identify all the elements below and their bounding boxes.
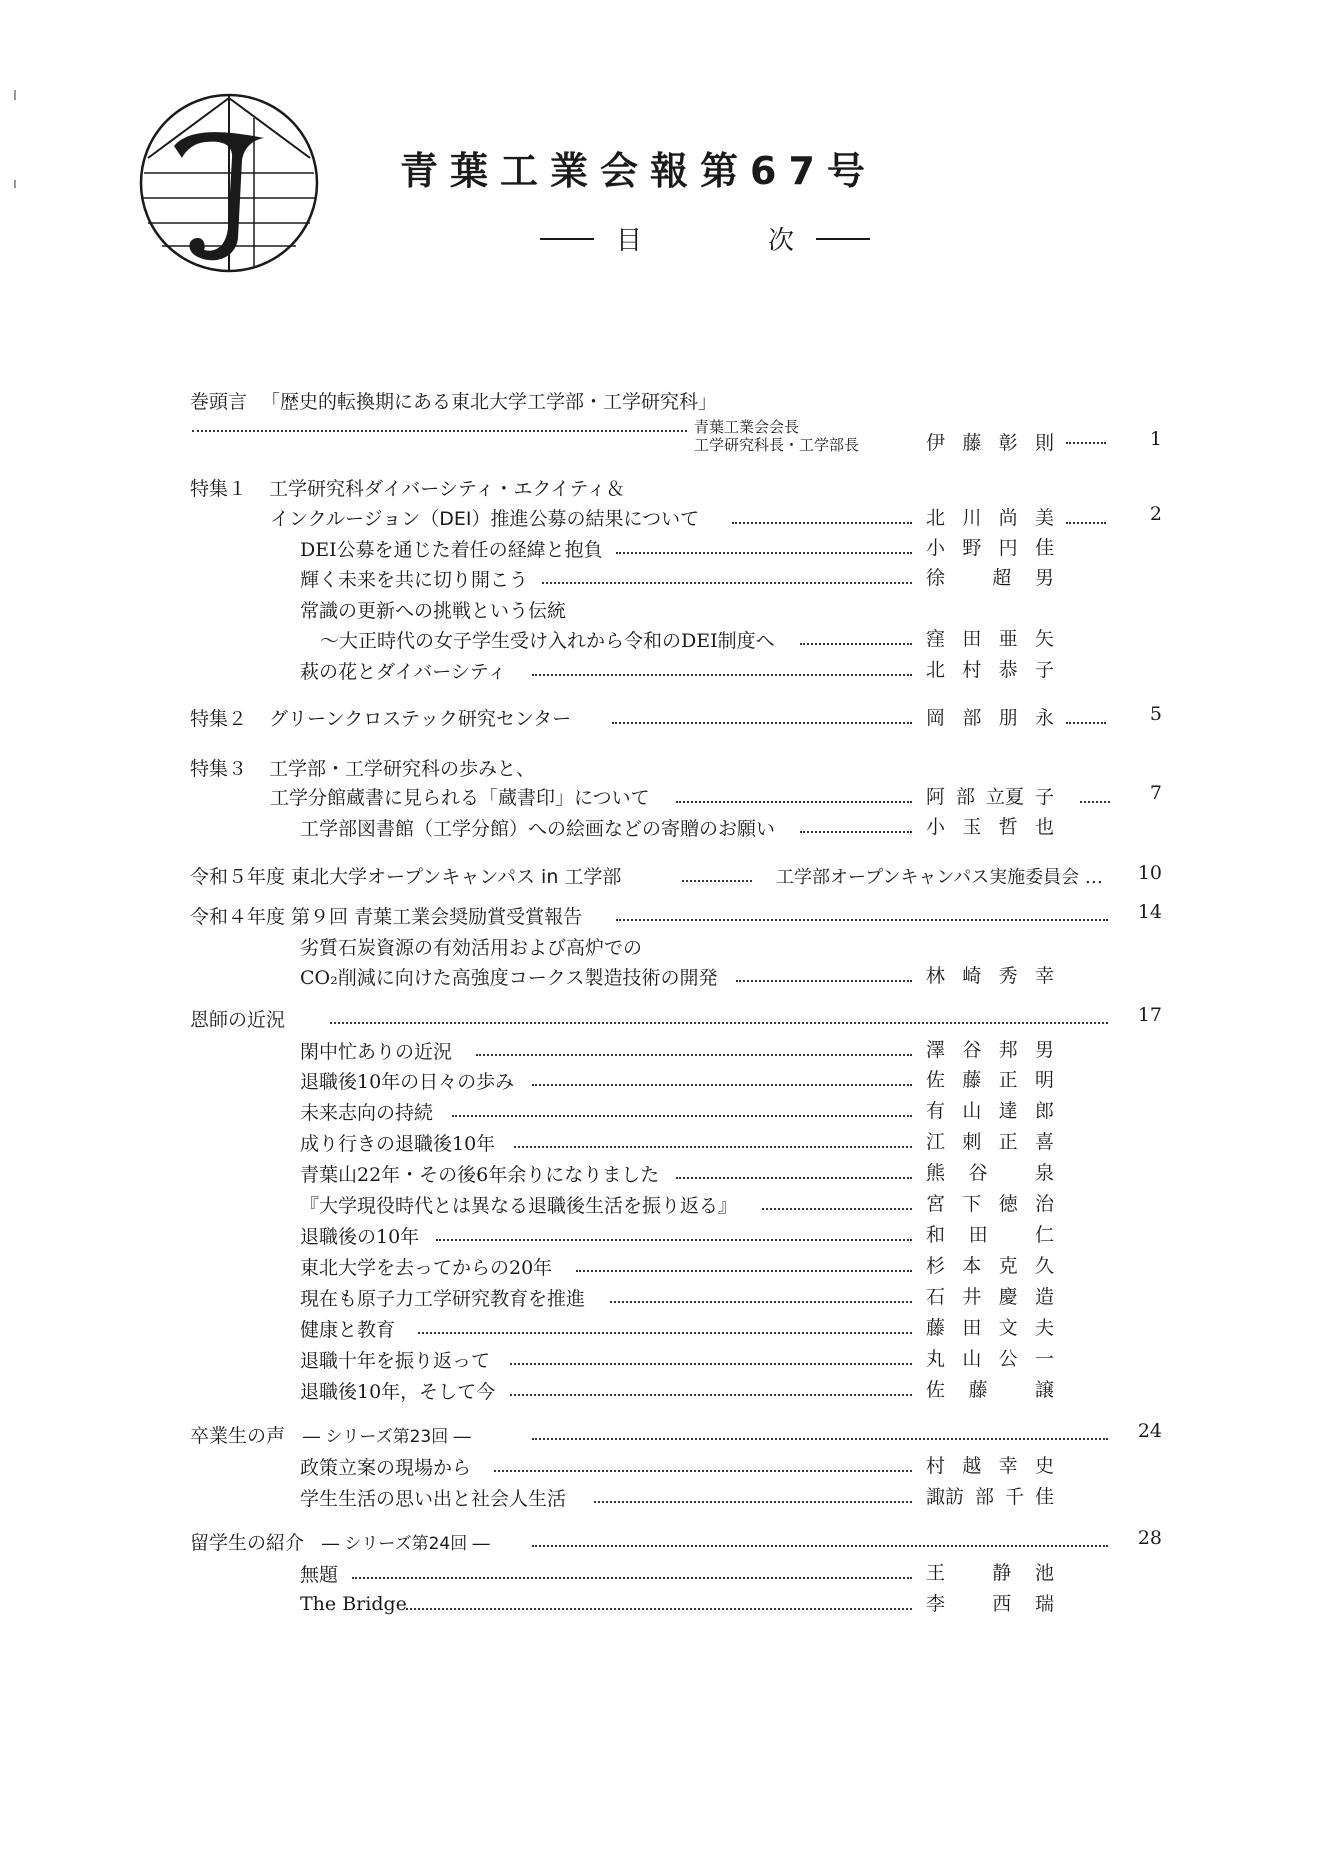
author-char: 譲 bbox=[1034, 1379, 1054, 1401]
leader-dots bbox=[762, 1208, 912, 1210]
author-char: 矢 bbox=[1034, 628, 1054, 650]
section-label: 特集１ bbox=[190, 477, 248, 500]
author-char: 克 bbox=[998, 1255, 1018, 1277]
page-number: 17 bbox=[1137, 1004, 1162, 1026]
toc-item[interactable]: 退職後10年の日々の歩み bbox=[300, 1070, 515, 1093]
author-char: 田 bbox=[968, 1224, 988, 1246]
leader-dots bbox=[736, 980, 912, 982]
author-char: 丸 bbox=[926, 1348, 946, 1370]
toc-entry-ryugakusei[interactable] bbox=[190, 1526, 490, 1556]
author-char: 哲 bbox=[998, 816, 1018, 838]
toc-item[interactable]: 健康と教育 bbox=[300, 1318, 396, 1341]
toc-entry-tokushu1-line2[interactable] bbox=[270, 502, 699, 532]
leader-dots bbox=[532, 1545, 1108, 1547]
author-char: 史 bbox=[1034, 1455, 1054, 1477]
author-name bbox=[926, 1375, 1054, 1402]
toc-item[interactable]: 無題 bbox=[300, 1563, 339, 1586]
author-char: 佐 bbox=[926, 1379, 946, 1401]
leader-dots bbox=[800, 643, 912, 645]
author-char: 立夏 bbox=[985, 786, 1024, 808]
leader-dots bbox=[514, 1146, 912, 1148]
subtitle-left: 目 bbox=[616, 226, 643, 256]
author-char: 玉 bbox=[962, 816, 982, 838]
author-char: 也 bbox=[1034, 816, 1054, 838]
toc-entry-sotsugyousei[interactable] bbox=[190, 1419, 471, 1449]
author-char: 北 bbox=[926, 507, 946, 529]
author-name bbox=[926, 1313, 1054, 1340]
toc-item[interactable]: 成り行きの退職後10年 bbox=[300, 1132, 496, 1155]
author-char: 池 bbox=[1034, 1562, 1054, 1584]
section-title: 令和４年度 第９回 青葉工業会奨励賞受賞報告 bbox=[190, 905, 583, 928]
author-char: 阿 bbox=[926, 786, 946, 808]
author-char: 瑞 bbox=[1034, 1593, 1054, 1615]
toc-item[interactable]: 萩の花とダイバーシティ bbox=[300, 660, 507, 683]
author-char: 男 bbox=[1034, 567, 1054, 589]
section-label: 特集２ bbox=[190, 707, 248, 730]
author-char: 泉 bbox=[1034, 1162, 1054, 1184]
author-char: 山 bbox=[962, 1100, 982, 1122]
toc-entry-tokushu3[interactable] bbox=[190, 752, 535, 782]
toc-item[interactable]: 現在も原子力工学研究教育を推進 bbox=[300, 1287, 586, 1310]
toc-item[interactable]: The Bridge bbox=[300, 1593, 407, 1615]
author-char: 越 bbox=[962, 1455, 982, 1477]
author-char: 澤 bbox=[926, 1039, 946, 1061]
toc-item[interactable]: 退職後10年，そして今 bbox=[300, 1380, 496, 1403]
author-char: 刺 bbox=[962, 1131, 982, 1153]
author-char: 和 bbox=[926, 1224, 946, 1246]
leader-dots bbox=[494, 1470, 912, 1472]
author-name bbox=[926, 1344, 1054, 1371]
author-char: 正 bbox=[998, 1069, 1018, 1091]
author-char: 村 bbox=[962, 659, 982, 681]
toc-item[interactable]: DEI公募を通じた着任の経緯と抱負 bbox=[300, 538, 603, 561]
leader-dots bbox=[510, 1394, 912, 1396]
author-char: 公 bbox=[998, 1348, 1018, 1370]
author-name bbox=[926, 533, 1054, 560]
author-char: 文 bbox=[998, 1317, 1018, 1339]
leader-dots bbox=[532, 1084, 912, 1086]
author-char: 則 bbox=[1034, 432, 1054, 454]
author-char: 王 bbox=[926, 1562, 946, 1584]
section-label: 卒業生の声 bbox=[190, 1424, 286, 1447]
page-number: 7 bbox=[1149, 782, 1162, 804]
affiliation-line-2: 工学研究科長・工学部長 bbox=[694, 436, 860, 454]
page-number: 28 bbox=[1137, 1527, 1162, 1549]
author-char: 小 bbox=[926, 537, 946, 559]
author-char: 下 bbox=[962, 1193, 982, 1215]
section-label: 留学生の紹介 bbox=[190, 1531, 305, 1554]
section-title-line-1: 工学部・工学研究科の歩みと、 bbox=[269, 757, 536, 780]
toc-item[interactable]: 工学部図書館（工学分館）への絵画などの寄贈のお願い bbox=[300, 817, 776, 840]
author-char: 造 bbox=[1034, 1286, 1054, 1308]
author-char: 伊 bbox=[926, 432, 946, 454]
author-char: 幸 bbox=[998, 1455, 1018, 1477]
author-char: 有 bbox=[926, 1100, 946, 1122]
author-char: 千 bbox=[1004, 1486, 1024, 1508]
toc-item-line-1[interactable]: 劣質石炭資源の有効活用および高炉での bbox=[300, 936, 643, 959]
author-char: 永 bbox=[1034, 707, 1054, 729]
page-number: 24 bbox=[1137, 1420, 1162, 1442]
author-name bbox=[926, 1589, 1054, 1616]
author-char: 石 bbox=[926, 1286, 946, 1308]
author-char: 崎 bbox=[962, 965, 982, 987]
toc-item[interactable]: 学生生活の思い出と社会人生活 bbox=[300, 1487, 567, 1510]
author-char: 超 bbox=[992, 567, 1012, 589]
leader-dots bbox=[610, 1301, 912, 1303]
toc-item[interactable]: 〜大正時代の女子学生受け入れから令和のDEI制度へ bbox=[320, 629, 775, 652]
author-char: 熊 bbox=[926, 1162, 946, 1184]
author-char: 野 bbox=[962, 537, 982, 559]
toc-item[interactable]: 常識の更新への挑戦という伝統 bbox=[300, 599, 567, 622]
leader-dots bbox=[436, 1239, 912, 1241]
author-char: 田 bbox=[962, 628, 982, 650]
leader-dots bbox=[1066, 442, 1106, 444]
author-char: 尚 bbox=[998, 507, 1018, 529]
author-char: 窪 bbox=[926, 628, 946, 650]
author-char: 男 bbox=[1034, 1039, 1054, 1061]
leader-dots bbox=[594, 1501, 912, 1503]
author-char: 谷 bbox=[962, 1039, 982, 1061]
author-name bbox=[926, 1220, 1054, 1247]
leader-dots bbox=[676, 1177, 912, 1179]
author-name bbox=[926, 655, 1054, 682]
author-char: 谷 bbox=[968, 1162, 988, 1184]
leader-dots bbox=[1080, 801, 1110, 803]
author-name bbox=[926, 1251, 1054, 1278]
author-char: 小 bbox=[926, 816, 946, 838]
author-char: 宮 bbox=[926, 1193, 946, 1215]
toc-entry-onshi[interactable] bbox=[190, 1003, 285, 1033]
toc-item[interactable]: 退職十年を振り返って bbox=[300, 1349, 491, 1372]
section-title-line-2: 工学分館蔵書に見られる「蔵書印」について bbox=[270, 786, 650, 809]
toc-item[interactable]: 『大学現役時代とは異なる退職後生活を振り返る』 bbox=[300, 1194, 738, 1217]
author-char: 徳 bbox=[998, 1193, 1018, 1215]
subtitle-right: 次 bbox=[768, 226, 795, 256]
author-name bbox=[926, 1189, 1054, 1216]
leader-dots bbox=[532, 1438, 1108, 1440]
author-name bbox=[926, 782, 1054, 809]
leader-dots bbox=[1066, 722, 1106, 724]
leader-dots bbox=[676, 801, 912, 803]
section-title: 「歴史的転換期にある東北大学工学部・工学研究科」 bbox=[261, 390, 718, 413]
toc-entry-kantougen[interactable] bbox=[190, 385, 717, 415]
author-char: 部 bbox=[962, 707, 982, 729]
author-char: 静 bbox=[992, 1562, 1012, 1584]
author-char: 徐 bbox=[926, 567, 946, 589]
author-char: 佳 bbox=[1034, 1486, 1054, 1508]
author-char: 林 bbox=[926, 965, 946, 987]
author-char: 田 bbox=[962, 1317, 982, 1339]
toc-entry-tokushu1[interactable] bbox=[190, 472, 625, 502]
author-char: 江 bbox=[926, 1131, 946, 1153]
leader-dots bbox=[612, 722, 912, 724]
author-char: 美 bbox=[1034, 507, 1054, 529]
author-char: 佐 bbox=[926, 1069, 946, 1091]
section-title: 令和５年度 東北大学オープンキャンパス in 工学部 bbox=[190, 865, 622, 888]
page-number: 2 bbox=[1149, 503, 1162, 525]
leader-dots bbox=[418, 1332, 912, 1334]
toc-item[interactable]: 青葉山22年・その後6年余りになりました bbox=[300, 1163, 660, 1186]
author-char: 村 bbox=[926, 1455, 946, 1477]
author-char: 本 bbox=[962, 1255, 982, 1277]
author-char: 一 bbox=[1034, 1348, 1054, 1370]
toc-entry-tokushu2[interactable] bbox=[190, 702, 571, 732]
leader-dots bbox=[576, 1270, 912, 1272]
section-label: 恩師の近況 bbox=[190, 1008, 286, 1031]
author-char: 川 bbox=[962, 507, 982, 529]
series-label: ― シリーズ第23回 ― bbox=[303, 1426, 471, 1447]
author-name bbox=[926, 1035, 1054, 1062]
leader-dots bbox=[532, 674, 912, 676]
author-char: 北 bbox=[926, 659, 946, 681]
author-char: 邦 bbox=[998, 1039, 1018, 1061]
leader-dots bbox=[406, 1608, 912, 1610]
author-char: 部 bbox=[974, 1486, 994, 1508]
author-char: 諏訪 bbox=[926, 1486, 965, 1508]
author-name bbox=[926, 1127, 1054, 1154]
author-char: 幸 bbox=[1034, 965, 1054, 987]
toc-item[interactable]: 退職後の10年 bbox=[300, 1225, 420, 1248]
author-char: 夫 bbox=[1034, 1317, 1054, 1339]
leader-dots bbox=[800, 831, 912, 833]
author-char: 彰 bbox=[998, 432, 1018, 454]
page-number: 1 bbox=[1149, 428, 1162, 450]
toc-item[interactable]: 政策立案の現場から bbox=[300, 1456, 472, 1479]
author-name bbox=[926, 703, 1054, 730]
author-char: 井 bbox=[962, 1286, 982, 1308]
author-char: 達 bbox=[998, 1100, 1018, 1122]
leader-dots bbox=[330, 1022, 1108, 1024]
section-label: 巻頭言 bbox=[190, 390, 248, 413]
author-char: 仁 bbox=[1034, 1224, 1054, 1246]
page-number: 14 bbox=[1137, 901, 1162, 923]
section-title-line-1: 工学研究科ダイバーシティ・エクイティ＆ bbox=[269, 477, 625, 500]
toc-item[interactable]: 未来志向の持続 bbox=[300, 1101, 434, 1124]
toc-item[interactable]: 東北大学を去ってからの20年 bbox=[300, 1256, 553, 1279]
author-char: 久 bbox=[1034, 1255, 1054, 1277]
author-char: 喜 bbox=[1034, 1131, 1054, 1153]
author-name bbox=[926, 503, 1054, 530]
author-name bbox=[926, 1482, 1054, 1509]
author-char: 藤 bbox=[926, 1317, 946, 1339]
section-title-line-2: インクルージョン（DEI）推進公募の結果について bbox=[270, 507, 700, 530]
toc-entry-award[interactable] bbox=[190, 900, 582, 930]
page-title: 青葉工業会報第67号 bbox=[400, 149, 877, 193]
leader-dots bbox=[192, 430, 687, 432]
author-char: 子 bbox=[1034, 659, 1054, 681]
leader-dots bbox=[616, 552, 912, 554]
toc-item[interactable]: 輝く未来を共に切り開こう bbox=[300, 568, 529, 591]
leader-dots bbox=[542, 582, 912, 584]
author-char: 亜 bbox=[998, 628, 1018, 650]
leader-dots bbox=[510, 1363, 912, 1365]
author-char: 正 bbox=[998, 1131, 1018, 1153]
toc-item-line-2[interactable]: CO₂削減に向けた高強度コークス製造技術の開発 bbox=[300, 966, 718, 989]
author-name bbox=[926, 961, 1054, 988]
author-name bbox=[926, 1451, 1054, 1478]
author-char: 治 bbox=[1034, 1193, 1054, 1215]
author-name bbox=[926, 812, 1054, 839]
affiliation bbox=[694, 418, 859, 454]
affiliation-line-1: 青葉工業会会長 bbox=[694, 418, 800, 436]
leader-dots bbox=[732, 522, 912, 524]
leader-dots bbox=[352, 1577, 912, 1579]
author-char: 慶 bbox=[998, 1286, 1018, 1308]
author-char: 恭 bbox=[998, 659, 1018, 681]
leader-dots bbox=[1066, 522, 1106, 524]
author-char: 部 bbox=[955, 786, 975, 808]
author-char: 西 bbox=[992, 1593, 1012, 1615]
committee-name: 工学部オープンキャンパス実施委員会 … bbox=[776, 867, 1103, 888]
author-name bbox=[926, 1558, 1054, 1585]
page-number: 5 bbox=[1149, 703, 1162, 725]
leader-dots bbox=[476, 1054, 912, 1056]
author-char: 藤 bbox=[962, 1069, 982, 1091]
section-title: グリーンクロステック研究センター bbox=[269, 707, 572, 730]
toc-entry-open-campus[interactable] bbox=[190, 860, 621, 890]
author-char: 朋 bbox=[998, 707, 1018, 729]
author-char: 藤 bbox=[962, 432, 982, 454]
leader-dots bbox=[452, 1115, 912, 1117]
author-name bbox=[926, 1282, 1054, 1309]
author-char: 秀 bbox=[998, 965, 1018, 987]
author-name bbox=[926, 1158, 1054, 1185]
toc-entry-tokushu3-line2[interactable] bbox=[270, 781, 650, 811]
series-label: ― シリーズ第24回 ― bbox=[322, 1533, 490, 1554]
leader-dots bbox=[682, 880, 752, 882]
author-name bbox=[926, 624, 1054, 651]
author-char: 李 bbox=[926, 1593, 946, 1615]
page-number: 10 bbox=[1137, 862, 1162, 884]
author-name bbox=[926, 1065, 1054, 1092]
author-char: 岡 bbox=[926, 707, 946, 729]
author-char: 杉 bbox=[926, 1255, 946, 1277]
toc-item[interactable]: 閑中忙ありの近況 bbox=[300, 1040, 453, 1063]
author-name bbox=[926, 563, 1054, 590]
author-char: 佳 bbox=[1034, 537, 1054, 559]
leader-dots bbox=[616, 919, 1108, 921]
author-char: 山 bbox=[962, 1348, 982, 1370]
author-char: 明 bbox=[1034, 1069, 1054, 1091]
author-char: 郎 bbox=[1034, 1100, 1054, 1122]
author-char: 藤 bbox=[968, 1379, 988, 1401]
author-char: 子 bbox=[1034, 786, 1054, 808]
author-name bbox=[926, 1096, 1054, 1123]
author-name bbox=[926, 428, 1054, 455]
section-label: 特集３ bbox=[190, 757, 248, 780]
author-char: 円 bbox=[998, 537, 1018, 559]
